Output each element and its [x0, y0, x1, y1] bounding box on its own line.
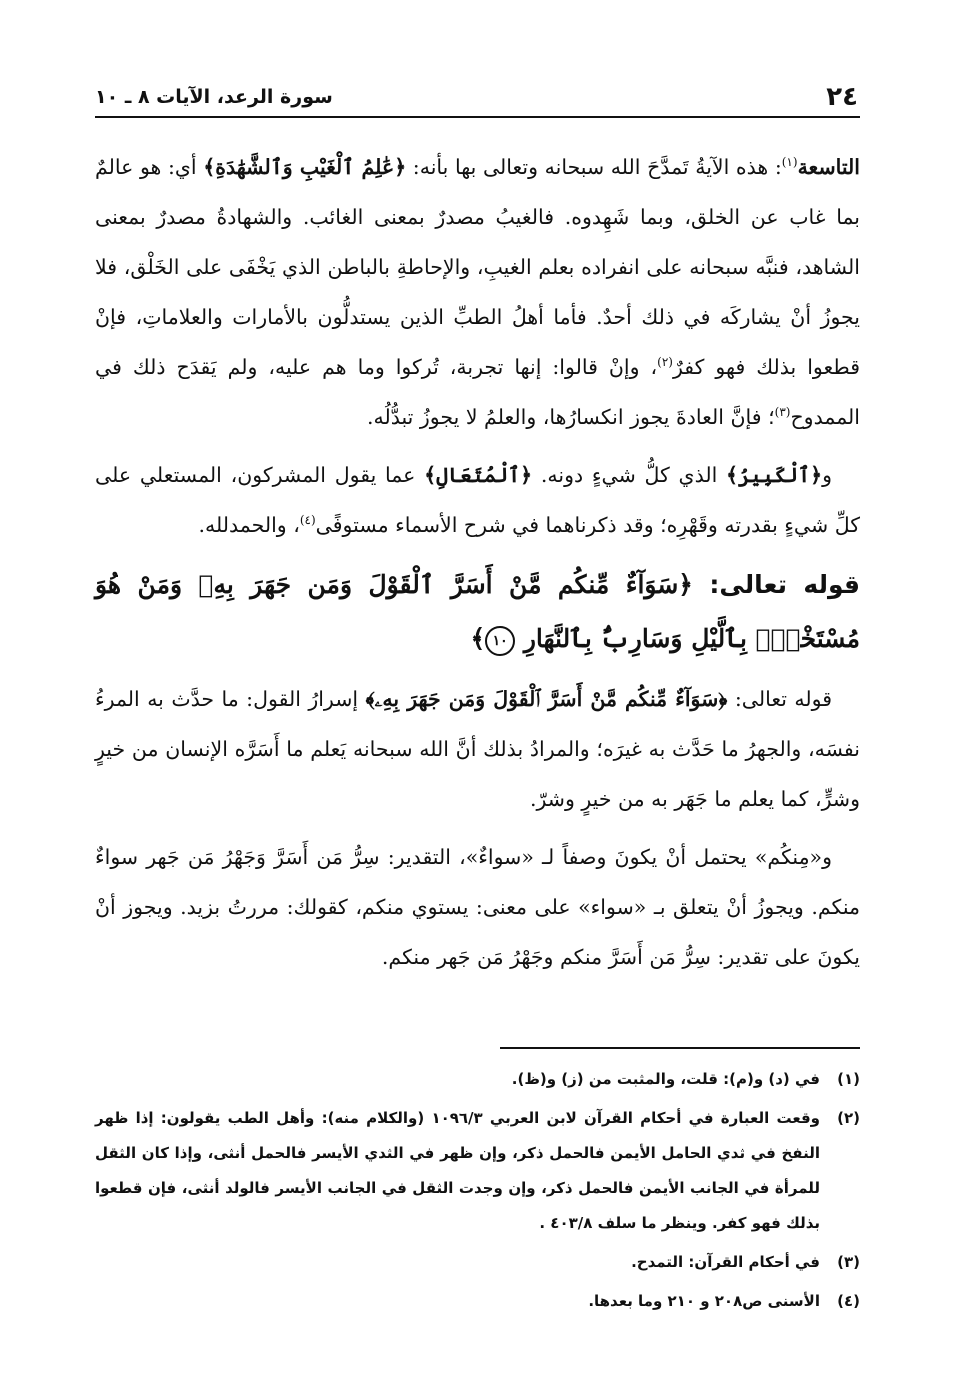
quran-quote: ﴿عَٰلِمُ ٱلْغَيْبِ وَٱلشَّهَٰدَةِ﴾ — [203, 155, 407, 179]
footnote-mark: (٢) — [837, 1109, 860, 1127]
paragraph-text: أي: هو عالمٌ بما غاب عن الخلق، وبما شَهِدوه. فالغيبُ مصدرٌ بمعنى الغائب. والشهادةُ مصدرٌ بمعنى الشاهد، فنبَّه سبحانه على انفراده بعلم الغيبِ، والإحاطةِ بالباطن الذي يَخْفَى على الخَلْق، فلا يجوزُ أنْ يشاركَه في ذلك أحدٌ. فأما أهلُ الطبِّ الذين يستدلُّون بالأمارات والعلاماتِ، فإنْ قطعوا بذلك فهو كفرٌ — [95, 155, 860, 379]
paragraph-names — [95, 450, 860, 550]
footnote-ref: (٤) — [299, 513, 316, 528]
verse-text: ﴿سَوَآءٌ مِّنكُم مَّنْ أَسَرَّ ٱلْقَوْلَ وَمَن جَهَرَ بِهِۦ وَمَنْ هُوَ مُسْتَخْفٍۭ بِٱلَّيْلِ وَسَارِبٌۢ بِٱلنَّهَارِ — [95, 570, 860, 653]
paragraph-text: : هذه الآيةُ تَمدَّحَ الله سبحانه وتعالى بها بأنه: — [406, 155, 782, 179]
footnote-mark: (٤) — [837, 1292, 860, 1310]
quran-quote: ﴿ٱلْمُتَعَالِ﴾ — [424, 463, 533, 487]
footnote-item — [95, 1245, 860, 1280]
footnote-mark: (١) — [837, 1070, 860, 1088]
footnote-text: في أحكام القرآن: التمدح. — [631, 1253, 820, 1271]
ayah-number-marker: ١٠ — [485, 626, 515, 656]
footnotes — [95, 1062, 860, 1323]
quran-quote: ﴿ٱلْكَبِيرُ﴾ — [726, 463, 823, 487]
main-text — [95, 142, 860, 990]
footnote-separator — [500, 1047, 860, 1049]
page-number: ٢٤ — [826, 82, 858, 112]
footnote-ref: (٢) — [657, 355, 673, 370]
paragraph-verse-commentary — [95, 674, 860, 824]
footnote-text: الأسنى ص٢٠٨ و ٢١٠ وما بعدها. — [588, 1292, 820, 1310]
paragraph-ninth-point — [95, 142, 860, 442]
paragraph-text: إسرارُ القول: ما حدَّث به المرءُ نفسَه، والجهرُ ما حَدَّث به غيرَه؛ والمرادُ بذلك أنَّ الله سبحانه يَعلم ما أَسَرَّه الإنسان من خيرٍ وشرٍّ، كما يعلم ما جَهَر به من خيرٍ وشرّ. — [95, 687, 860, 811]
footnote-item — [95, 1101, 860, 1241]
paragraph-text: عما يقول المشركون، المستعلي على كلِّ شيءٍ بقدرته وقَهْرِه؛ وقد ذكرناهما في شرح الأسماء مستوفًى — [95, 463, 860, 537]
verse-close: ﴾ — [470, 624, 486, 653]
quran-quote: ﴿سَوَآءٌ مِّنكُم مَّنْ أَسَرَّ ٱلْقَوْلَ وَمَن جَهَرَ بِهِۦ﴾ — [365, 687, 728, 711]
footnote-ref: (١) — [781, 155, 798, 170]
paragraph-text: ؛ فإنَّ العادةَ يجوز انكسارُها، والعلمُ لا يجوزُ تبدُّلُه. — [366, 405, 775, 429]
footnote-text: في (د) و(م): قلت، والمثبت من (ز) و(ظ). — [511, 1070, 820, 1088]
verse-label: قوله تعالى: — [709, 570, 861, 599]
paragraph-grammar: و«مِنكُم» يحتمل أنْ يكونَ وصفاً لـ «سواءٌ»، التقدير: سِرُّ مَن أَسَرَّ وَجَهْرُ مَن جَهر سواءٌ منكم. ويجوزُ أنْ يتعلق بـ «سواء» على معنى: يستوي منكم، كقولك: مررتُ بزيد. ويجوز أنْ يكونَ على تقدير: سِرُّ مَن أَسَرَّ منكم وجَهْرُ مَن جَهر منكم. — [95, 845, 860, 969]
footnote-text: وقعت العبارة في أحكام القرآن لابن العربي ١٠٩٦/٣ (والكلام منه): وأهل الطب يقولون: إذا ظهر النفخ في ثدي الحامل الأيمن فالحمل ذكر، وإن ظهر في الثدي الأيسر فالحمل أنثى، وإذا كان الثقل للمرأة في الجانب الأيمن فالحمل ذكر، وإن وجدت الثقل في الجانب الأيسر فالولد أنثى، فإن قطعوا بذلك فهو كفر. وينظر ما سلف ٤٠٣/٨ . — [95, 1109, 820, 1232]
paragraph-lead: التاسعة — [797, 155, 860, 179]
footnote-item — [95, 1284, 860, 1319]
paragraph-text: و — [822, 463, 832, 487]
footnote-ref: (٣) — [774, 405, 791, 420]
footnote-item — [95, 1062, 860, 1097]
paragraph-text: قوله تعالى: — [727, 687, 833, 711]
verse-heading — [95, 558, 860, 666]
running-title: سورة الرعد، الآيات ٨ ـ ١٠ — [95, 86, 333, 108]
page-header — [95, 66, 860, 118]
paragraph-text: الذي كلُّ شيءٍ دونه. — [532, 463, 726, 487]
footnote-mark: (٣) — [837, 1253, 860, 1271]
paragraph-text: ، وإنْ قالوا: إنها تجربة، تُركوا وما هم عليه، ولم يَقدَح ذلك في الممدوح — [95, 355, 860, 429]
paragraph-text: ، والحمدلله. — [198, 513, 300, 537]
